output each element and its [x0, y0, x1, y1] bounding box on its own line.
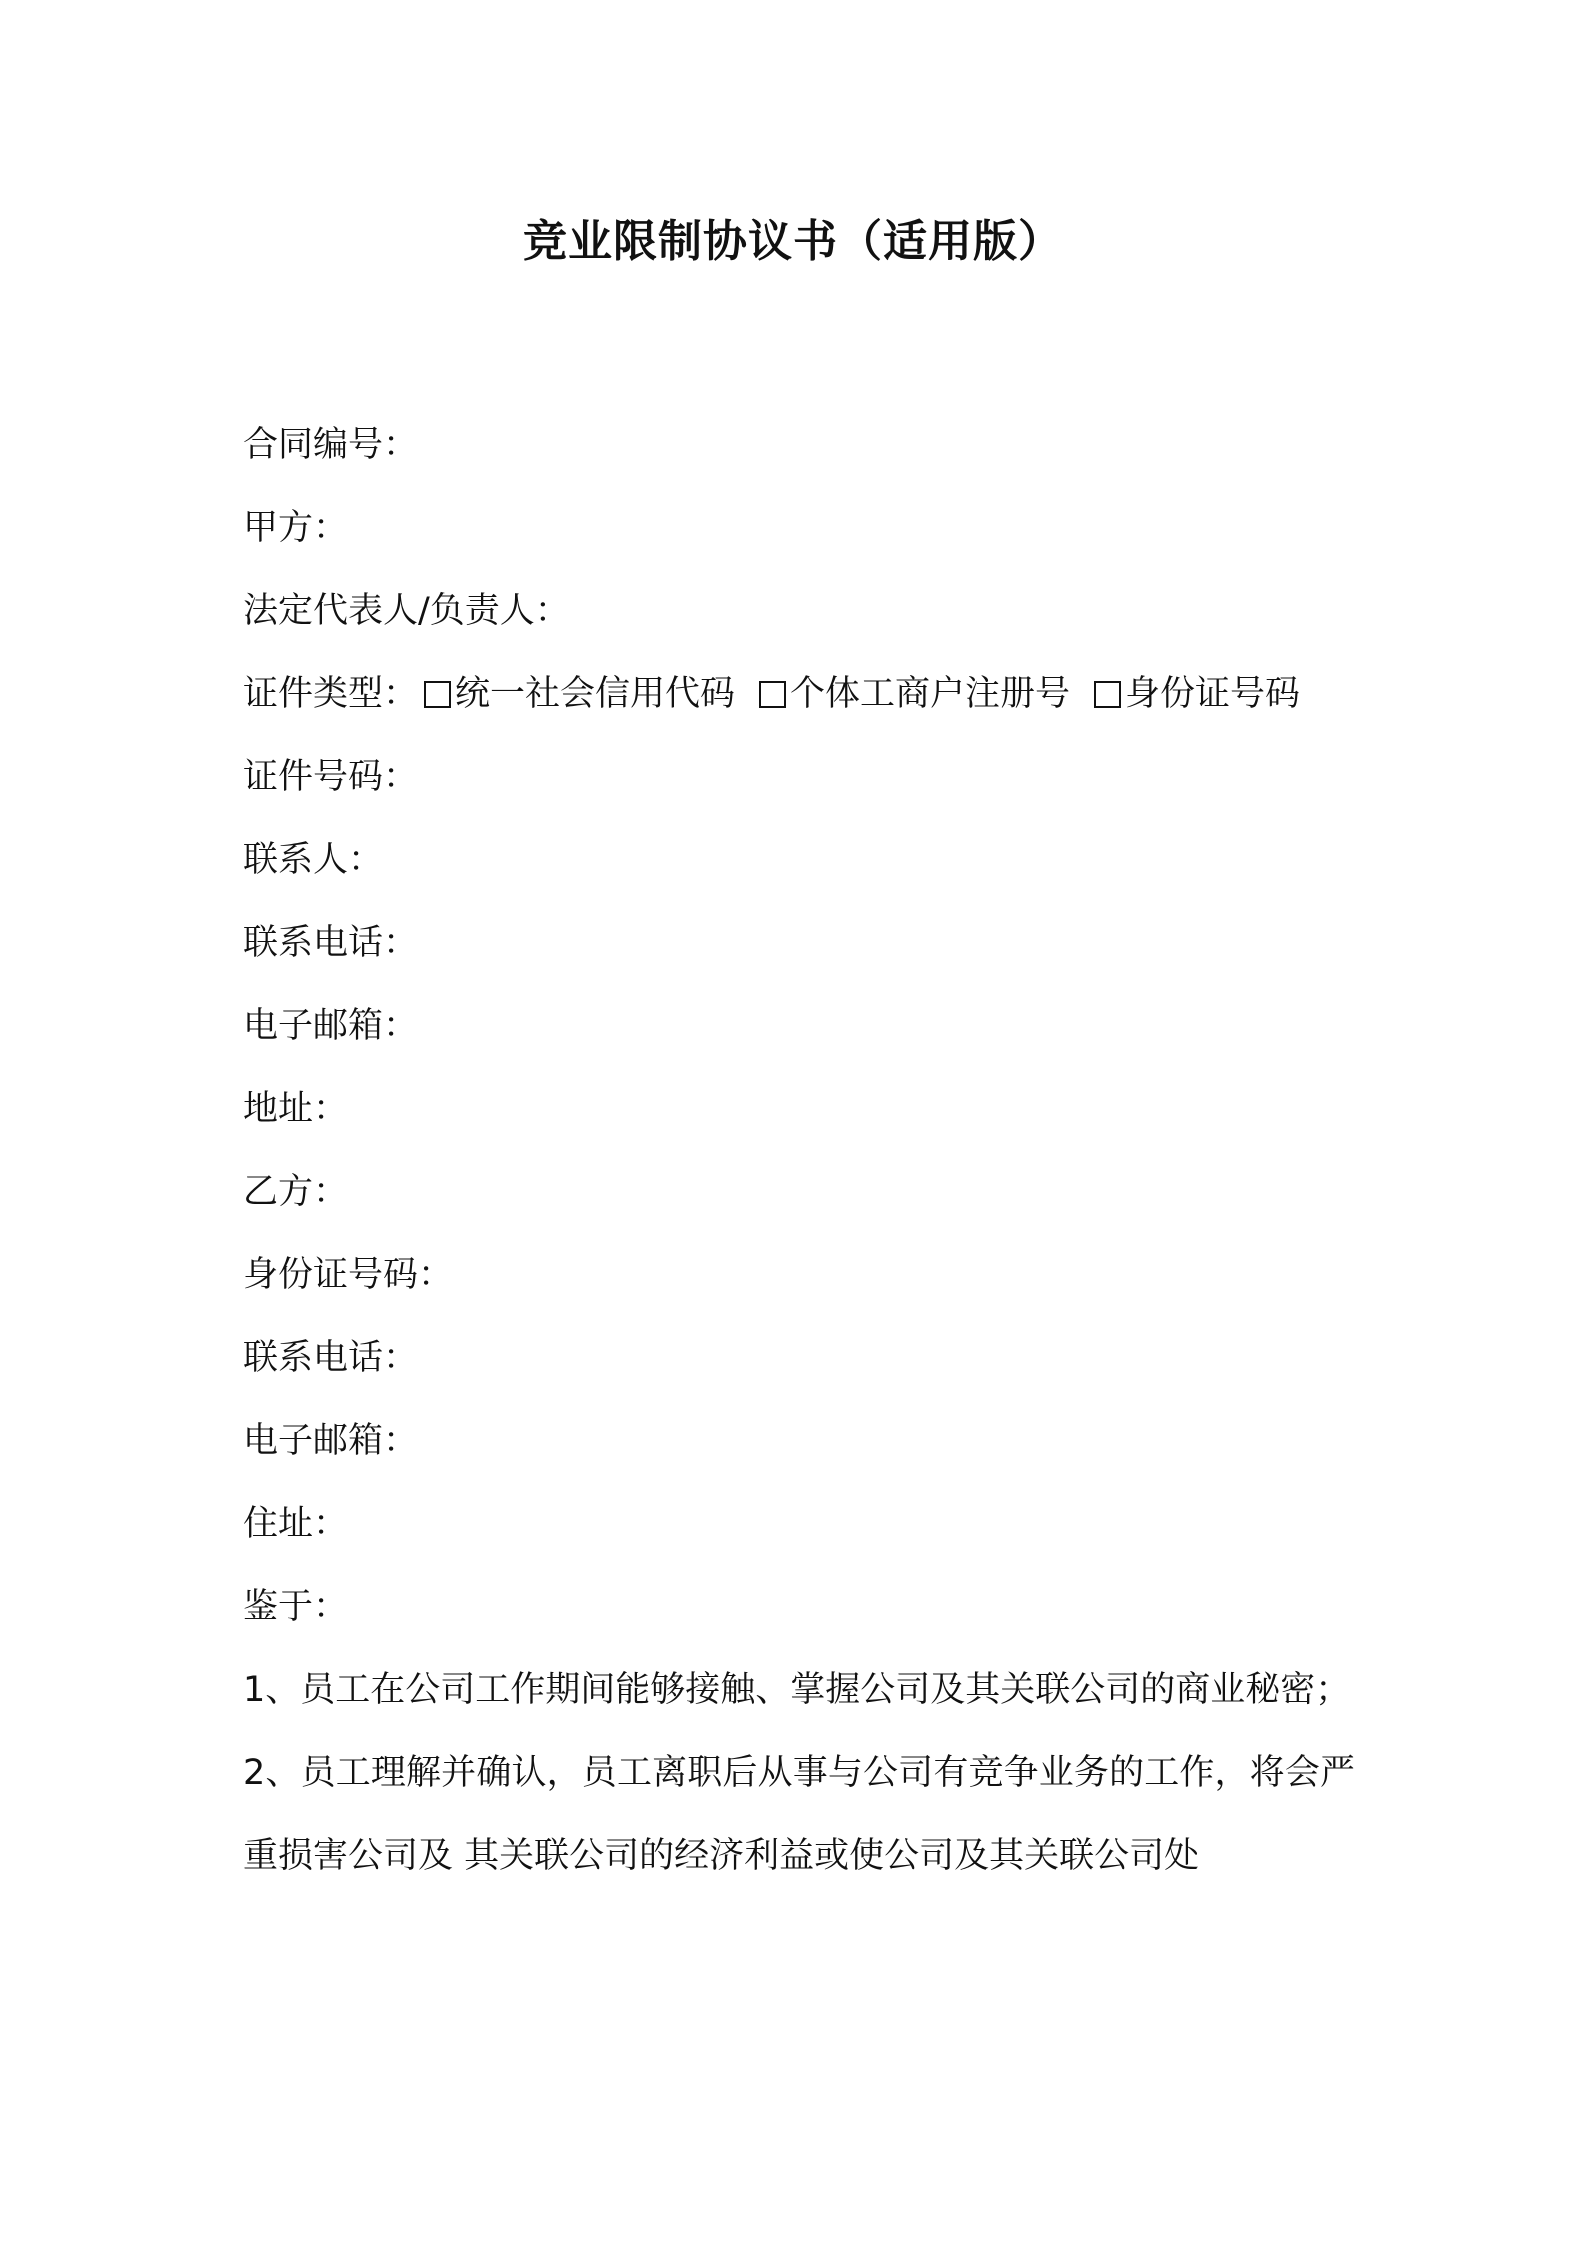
id-number-field: 证件号码：: [243, 757, 419, 797]
recital-item-2: 2、员工理解并确认，员工离职后从事与公司有竞争业务的工作，将会严重损害公司及 其关联公司的经济利益或使公司及其关联公司处: [243, 1753, 1355, 1876]
checkbox-icon: [424, 681, 451, 708]
id-type-option-label: 统一社会信用代码: [455, 674, 736, 714]
document-title: 竞业限制协议书（适用版）: [523, 216, 1063, 267]
contact-person-field: 联系人：: [243, 840, 384, 880]
id-type-option-business-reg: [753, 674, 1070, 714]
party-a-email-field: 电子邮箱：: [243, 1006, 419, 1046]
id-type-label: 证件类型：: [243, 674, 419, 714]
party-b-residence-field: 住址：: [243, 1504, 349, 1544]
party-b-email-field: 电子邮箱：: [243, 1421, 419, 1461]
id-type-field: [243, 653, 1355, 736]
id-type-option-id-card: [1088, 674, 1300, 714]
document-body: [243, 404, 1355, 1898]
checkbox-icon: [759, 681, 786, 708]
id-type-option-label: 身份证号码: [1125, 674, 1301, 714]
recital-item-1: 1、员工在公司工作期间能够接触、掌握公司及其关联公司的商业秘密；: [243, 1670, 1351, 1710]
party-a-field: 甲方：: [243, 508, 349, 548]
party-b-id-card-field: 身份证号码：: [243, 1255, 454, 1295]
recitals-heading: 鉴于：: [243, 1587, 349, 1627]
party-b-field: 乙方：: [243, 1172, 349, 1212]
id-type-option-credit-code: [418, 674, 735, 714]
checkbox-icon: [1094, 681, 1121, 708]
party-a-phone-field: 联系电话：: [243, 923, 419, 963]
contract-number-field: 合同编号：: [243, 425, 419, 465]
legal-representative-field: 法定代表人/负责人：: [243, 591, 570, 631]
party-a-address-field: 地址：: [243, 1089, 349, 1129]
party-b-phone-field: 联系电话：: [243, 1338, 419, 1378]
id-type-option-label: 个体工商户注册号: [790, 674, 1071, 714]
